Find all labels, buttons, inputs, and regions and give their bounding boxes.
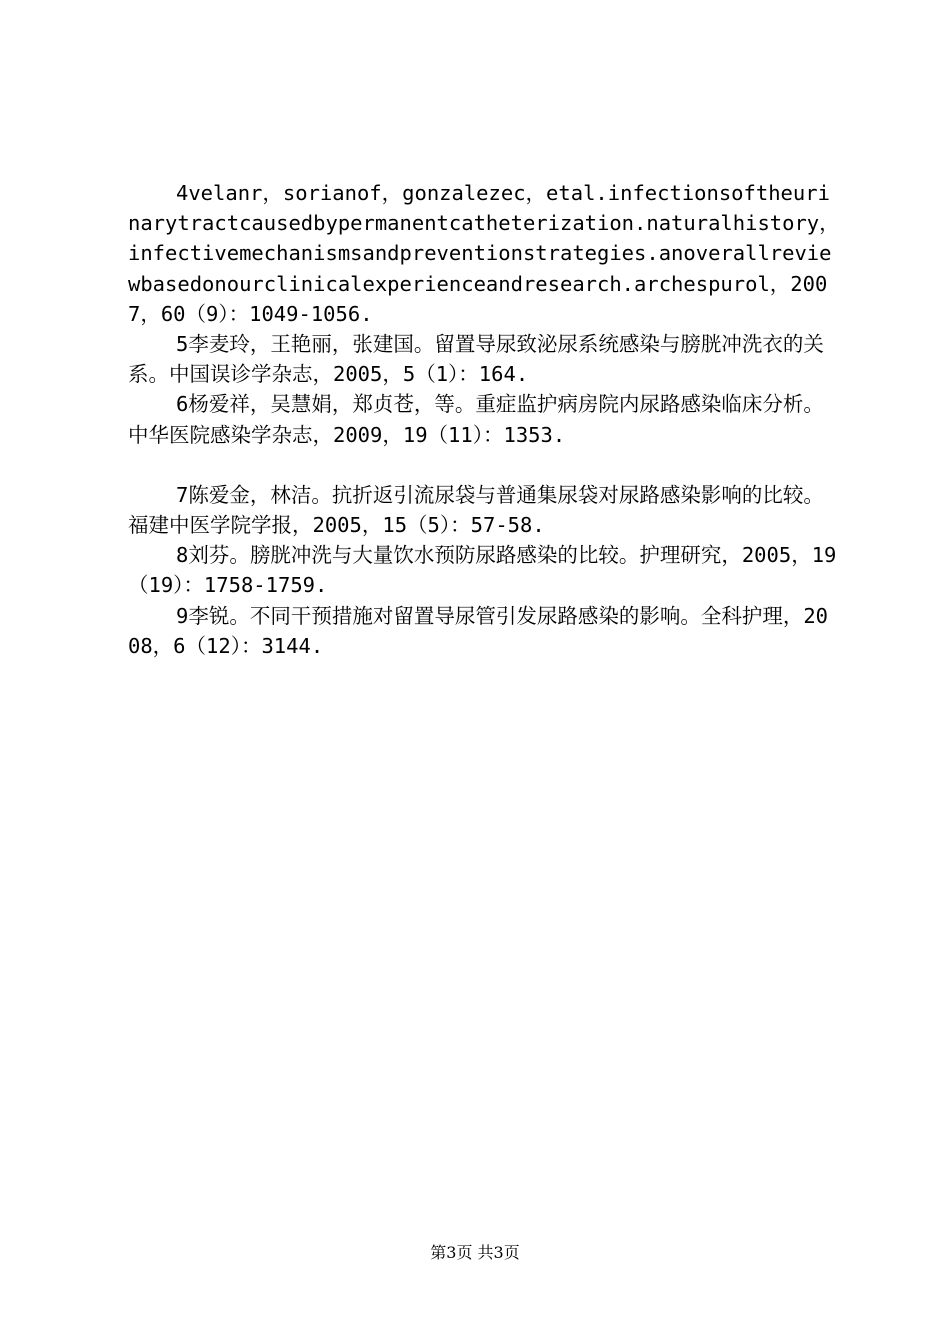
reference-item-7: 7陈爱金，林洁。抗折返引流尿袋与普通集尿袋对尿路感染影响的比较。福建中医学院学报，2005，15（5）：57-58. <box>128 482 824 538</box>
reference-item-6: 6杨爱祥，吴慧娟，郑贞苍，等。重症监护病房院内尿路感染临床分析。中华医院感染学杂志，2009，19（11）：1353. <box>128 392 824 447</box>
reference-item-4: 4velanr，sorianof，gonzalezec，etal.infectionsoftheurinarytractcausedbypermanentcatheterization.naturalhistory，infectivemechanismsandpreventionstrategies.anoverallreviewbasedonourclinicalexperienceandresearch.archespurol，2007，60（9）：1049-1056. <box>128 181 840 326</box>
page-number-label: 第3页 共3页 <box>430 1243 520 1262</box>
page-footer <box>0 1243 950 1263</box>
reference-item-9: 9李锐。不同干预措施对留置导尿管引发尿路感染的影响。全科护理，2008，6（12）：3144. <box>128 603 829 658</box>
reference-item-5: 5李麦玲，王艳丽，张建国。留置导尿致泌尿系统感染与膀胱冲洗衣的关系。中国误诊学杂志，2005，5（1）：164. <box>128 332 824 387</box>
reference-list <box>128 178 840 661</box>
reference-item-8: 8刘芬。膀胱冲洗与大量饮水预防尿路感染的比较。护理研究，2005，19（19）：1758-1759. <box>128 543 837 598</box>
